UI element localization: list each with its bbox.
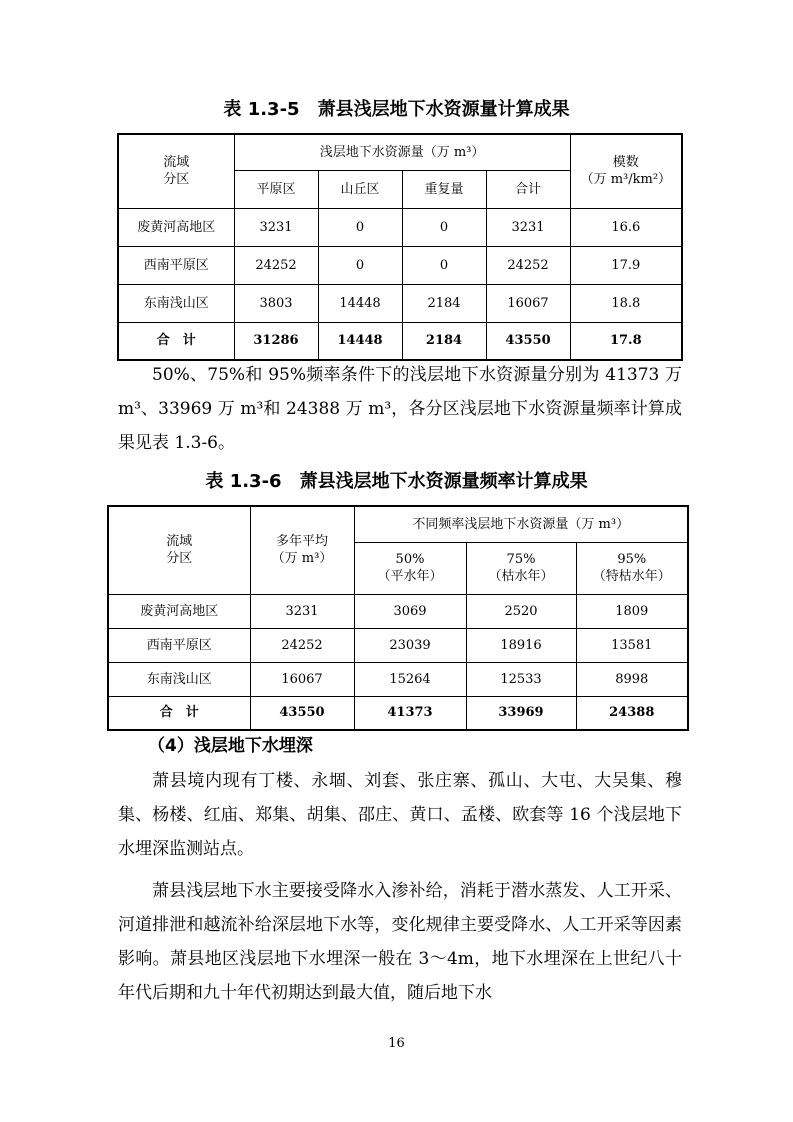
- table-row: [108, 628, 688, 662]
- t1-cell: 17.9: [570, 246, 682, 284]
- t2-row-name: 东南浅山区: [108, 662, 250, 696]
- t2-row-name: 西南平原区: [108, 628, 250, 662]
- section-heading: （4）浅层地下水埋深: [148, 736, 313, 756]
- table-row: [118, 284, 682, 322]
- t2-subheader: 50% （平水年）: [354, 542, 466, 594]
- t1-row-name: 西南平原区: [118, 246, 234, 284]
- t2-total-cell: 43550: [250, 696, 354, 730]
- paragraph-frequency: 50%、75%和 95%频率条件下的浅层地下水资源量分别为 41373 万 m³、33969 万 m³和 24388 万 m³，各分区浅层地下水资源量频率计算成果见表 1.3-6。: [118, 365, 682, 453]
- t1-total-cell: 17.8: [570, 322, 682, 360]
- t1-header-region: 流域 分区: [118, 134, 234, 208]
- t1-row-name: 东南浅山区: [118, 284, 234, 322]
- t1-cell: 0: [318, 208, 402, 246]
- t2-cell: 3069: [354, 594, 466, 628]
- t1-cell: 0: [318, 246, 402, 284]
- t2-cell: 23039: [354, 628, 466, 662]
- t1-header-group: 浅层地下水资源量（万 m³）: [234, 134, 570, 170]
- t2-cell: 2520: [466, 594, 576, 628]
- table-total-row: [108, 696, 688, 730]
- t2-cell: 13581: [576, 628, 688, 662]
- t2-total-cell: 33969: [466, 696, 576, 730]
- t1-cell: 18.8: [570, 284, 682, 322]
- table2-caption: 表 1.3-6 萧县浅层地下水资源量频率计算成果: [205, 471, 588, 492]
- t2-total-name: 合 计: [108, 696, 250, 730]
- t1-subheader: 平原区: [234, 170, 318, 208]
- t1-cell: 16.6: [570, 208, 682, 246]
- t1-cell: 3231: [486, 208, 570, 246]
- t1-cell: 24252: [234, 246, 318, 284]
- page-number: 16: [388, 1036, 405, 1051]
- table-row: [118, 246, 682, 284]
- t1-total-cell: 43550: [486, 322, 570, 360]
- t1-cell: 0: [402, 246, 486, 284]
- t2-header-group: 不同频率浅层地下水资源量（万 m³）: [354, 506, 688, 542]
- t1-total-name: 合 计: [118, 322, 234, 360]
- t1-cell: 24252: [486, 246, 570, 284]
- t1-subheader: 山丘区: [318, 170, 402, 208]
- t2-header-avg: 多年平均 （万 m³）: [250, 506, 354, 594]
- t1-subheader: 重复量: [402, 170, 486, 208]
- table-row: [108, 594, 688, 628]
- t2-cell: 24252: [250, 628, 354, 662]
- t2-cell: 15264: [354, 662, 466, 696]
- t1-header-modulus: 模数 （万 m³/km²）: [570, 134, 682, 208]
- t1-cell: 2184: [402, 284, 486, 322]
- t1-row-name: 废黄河高地区: [118, 208, 234, 246]
- paragraph-groundwater: 萧县浅层地下水主要接受降水入渗补给，消耗于潜水蒸发、人工开采、河道排泄和越流补给深层地下水等，变化规律主要受降水、人工开采等因素影响。萧县地区浅层地下水埋深一般在 3～4m，地下水埋深在上世纪八十年代后期和九十年代初期达到最大值，随后地下水: [118, 881, 682, 1003]
- table-row: [118, 208, 682, 246]
- table-row: [108, 662, 688, 696]
- table2: [107, 505, 689, 731]
- table1-caption: 表 1.3-5 萧县浅层地下水资源量计算成果: [223, 99, 570, 120]
- t2-cell: 3231: [250, 594, 354, 628]
- table1: [117, 133, 683, 361]
- t2-total-cell: 24388: [576, 696, 688, 730]
- t2-cell: 1809: [576, 594, 688, 628]
- t2-header-region: 流域 分区: [108, 506, 250, 594]
- t1-cell: 16067: [486, 284, 570, 322]
- t1-subheader: 合计: [486, 170, 570, 208]
- t2-subheader: 75% （枯水年）: [466, 542, 576, 594]
- table-total-row: [118, 322, 682, 360]
- t1-cell: 0: [402, 208, 486, 246]
- t2-cell: 18916: [466, 628, 576, 662]
- t1-total-cell: 14448: [318, 322, 402, 360]
- t1-total-cell: 31286: [234, 322, 318, 360]
- t2-cell: 12533: [466, 662, 576, 696]
- t1-cell: 3803: [234, 284, 318, 322]
- t2-row-name: 废黄河高地区: [108, 594, 250, 628]
- t2-total-cell: 41373: [354, 696, 466, 730]
- t1-total-cell: 2184: [402, 322, 486, 360]
- paragraph-stations: 萧县境内现有丁楼、永堌、刘套、张庄寨、孤山、大屯、大吴集、穆集、杨楼、红庙、郑集、胡集、邵庄、黄口、孟楼、欧套等 16 个浅层地下水埋深监测站点。: [118, 771, 682, 859]
- t2-subheader: 95% （特枯水年）: [576, 542, 688, 594]
- t1-cell: 14448: [318, 284, 402, 322]
- t1-cell: 3231: [234, 208, 318, 246]
- t2-cell: 16067: [250, 662, 354, 696]
- t2-cell: 8998: [576, 662, 688, 696]
